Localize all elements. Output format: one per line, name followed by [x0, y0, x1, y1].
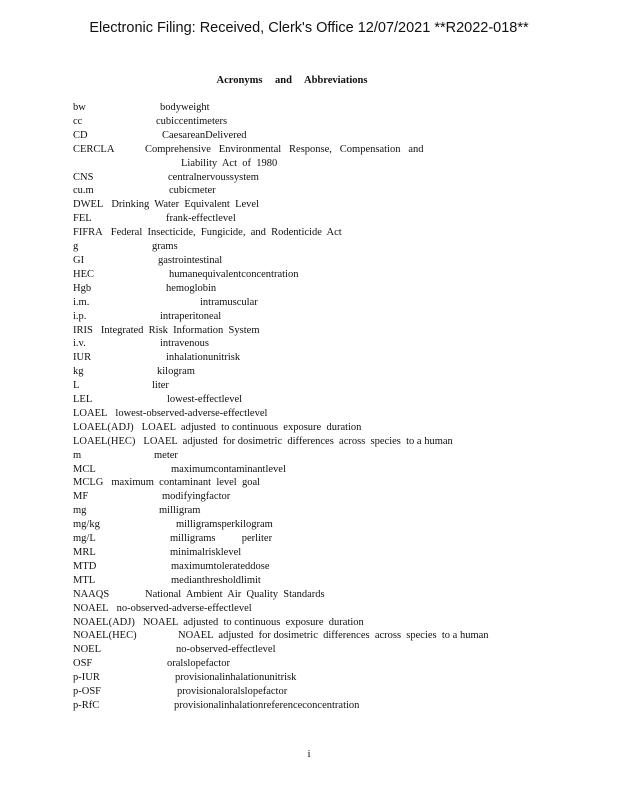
abbreviation-definition: NOAEL adjusted for dosimetric differences across species to a human — [178, 630, 489, 642]
abbreviation-entry — [73, 643, 593, 657]
abbreviation-term: cu.m — [73, 185, 94, 197]
abbreviation-definition: centralnervoussystem — [168, 171, 259, 183]
abbreviation-term: LOAEL — [73, 407, 108, 419]
abbreviation-definition: Integrated Risk Information System — [100, 324, 260, 336]
abbreviation-term: NOAEL(ADJ) — [73, 616, 135, 628]
abbreviation-term: MCLG — [73, 477, 104, 489]
abbreviation-definition: modifyingfactor — [162, 491, 231, 503]
abbreviation-entry — [73, 351, 593, 365]
abbreviation-entry — [73, 532, 593, 546]
abbreviation-entry — [73, 226, 593, 240]
abbreviation-definition: NOAEL adjusted to continuous exposure duration — [142, 616, 364, 628]
filing-header: Electronic Filing: Received, Clerk's Office 12/07/2021 **R2022-018** — [89, 20, 529, 36]
abbreviation-term: HEC — [73, 268, 94, 280]
abbreviation-term: mg/kg — [73, 519, 100, 531]
abbreviation-definition: LOAEL adjusted for dosimetric differences across species to a human — [143, 435, 453, 447]
abbreviation-term: MF — [73, 491, 89, 503]
abbreviation-definition: humanequivalentconcentration — [169, 268, 299, 280]
abbreviation-entry — [73, 560, 593, 574]
abbreviation-definition: intraperitoneal — [160, 310, 222, 322]
abbreviation-definition: provisionalinhalationunitrisk — [175, 672, 297, 684]
abbreviation-entry — [73, 101, 593, 115]
abbreviation-entry — [73, 337, 593, 351]
section-title: Acronyms and Abbreviations — [216, 75, 368, 86]
abbreviation-term: p-IUR — [73, 672, 100, 684]
abbreviation-entry — [73, 129, 593, 143]
abbreviation-definition: milligramsperkilogram — [176, 519, 273, 531]
abbreviation-term: GI — [73, 254, 85, 266]
abbreviation-entry — [73, 254, 593, 268]
abbreviation-term: LOAEL(ADJ) — [73, 421, 134, 433]
abbreviation-term: CERCLA — [73, 143, 115, 155]
abbreviation-term: FIFRA — [73, 227, 103, 239]
abbreviation-entry — [73, 699, 593, 713]
abbreviation-term: LOAEL(HEC) — [73, 435, 136, 447]
abbreviation-definition: intravenous — [160, 338, 209, 350]
abbreviation-entry — [73, 365, 593, 379]
abbreviation-definition: bodyweight — [160, 102, 210, 113]
abbreviation-term: DWEL — [73, 199, 104, 211]
abbreviation-term: Hgb — [73, 282, 92, 294]
abbreviation-definition: maximum contaminant level goal — [111, 477, 261, 489]
abbreviation-entry — [73, 463, 593, 477]
abbreviation-definition: medianthresholdlimit — [171, 574, 261, 586]
abbreviation-entry — [73, 268, 593, 282]
abbreviation-term: mg — [73, 505, 87, 517]
abbreviation-definition: oralslopefactor — [167, 658, 230, 670]
abbreviation-term: i.m. — [73, 296, 90, 308]
abbreviation-definition: intramuscular — [200, 296, 258, 308]
abbreviation-term: FEL — [73, 213, 92, 225]
abbreviation-entry — [73, 198, 593, 212]
abbreviation-entry — [73, 171, 593, 185]
abbreviation-entry — [73, 115, 593, 129]
abbreviation-entry — [73, 629, 593, 643]
abbreviation-entry — [73, 296, 593, 310]
abbreviation-entry — [73, 393, 593, 407]
abbreviation-entry — [73, 546, 593, 560]
abbreviation-definition: provisionaloralslopefactor — [177, 686, 288, 698]
abbreviation-entry — [73, 685, 593, 699]
abbreviation-entry — [73, 421, 593, 435]
abbreviation-entry — [73, 407, 593, 421]
abbreviation-term: mg/L — [73, 533, 96, 545]
abbreviation-term: i.v. — [73, 338, 86, 350]
abbreviation-entry — [73, 504, 593, 518]
abbreviation-definition: meter — [154, 449, 178, 461]
abbreviation-definition: kilogram — [157, 366, 195, 378]
abbreviation-term: i.p. — [73, 310, 87, 322]
abbreviation-entry — [73, 310, 593, 324]
abbreviation-definition: cubicmeter — [169, 185, 216, 197]
abbreviation-definition: frank-effectlevel — [166, 213, 236, 225]
abbreviation-entry — [73, 324, 593, 338]
page-number: i — [307, 748, 311, 760]
abbreviation-definition: gastrointestinal — [158, 254, 223, 266]
abbreviation-definition: no-observed-effectlevel — [176, 644, 276, 656]
abbreviation-term: CNS — [73, 171, 94, 183]
abbreviation-term: NOAEL — [73, 602, 109, 614]
abbreviation-term: cc — [73, 115, 83, 127]
abbreviation-definition-continued: Liability Act of 1980 — [181, 157, 278, 169]
abbreviation-term: m — [73, 449, 82, 461]
abbreviation-term: MTD — [73, 560, 97, 572]
abbreviation-definition: inhalationunitrisk — [166, 352, 241, 364]
abbreviation-entry — [73, 602, 593, 616]
abbreviation-list — [73, 101, 593, 713]
abbreviation-definition: Federal Insecticide, Fungicide, and Rodenticide Act — [110, 227, 342, 239]
abbreviation-entry — [73, 657, 593, 671]
abbreviation-entry — [73, 476, 593, 490]
abbreviation-entry — [73, 518, 593, 532]
abbreviation-term: g — [73, 241, 79, 253]
abbreviation-term: LEL — [73, 394, 93, 406]
abbreviation-term: NOAEL(HEC) — [73, 630, 137, 642]
abbreviation-term: p-RfC — [73, 699, 100, 711]
abbreviation-term: kg — [73, 366, 84, 378]
abbreviation-entry — [73, 574, 593, 588]
abbreviation-term: NAAQS — [73, 588, 110, 600]
abbreviation-definition: lowest-observed-adverse-effectlevel — [115, 407, 268, 419]
abbreviation-definition: hemoglobin — [166, 282, 217, 294]
abbreviation-entry — [73, 616, 593, 630]
abbreviation-definition: minimalrisklevel — [170, 547, 242, 558]
abbreviation-definition: LOAEL adjusted to continuous exposure duration — [141, 421, 362, 433]
abbreviation-entry — [73, 449, 593, 463]
abbreviation-definition: Comprehensive Environmental Response, Compensation and — [145, 143, 424, 155]
abbreviation-term: bw — [73, 102, 86, 113]
abbreviation-entry — [73, 143, 593, 157]
abbreviation-term: IUR — [73, 352, 92, 364]
abbreviation-definition: milligrams perliter — [170, 533, 273, 545]
abbreviation-term: OSF — [73, 658, 93, 670]
abbreviation-term: IRIS — [73, 324, 93, 336]
abbreviation-entry — [73, 282, 593, 296]
abbreviation-definition: National Ambient Air Quality Standards — [145, 588, 325, 600]
abbreviation-definition: lowest-effectlevel — [167, 394, 243, 406]
abbreviation-entry — [73, 435, 593, 449]
abbreviation-entry — [73, 588, 593, 602]
abbreviation-term: MCL — [73, 463, 96, 475]
abbreviation-term: MTL — [73, 574, 96, 586]
abbreviation-entry — [73, 240, 593, 254]
abbreviation-definition: no-observed-adverse-effectlevel — [116, 602, 252, 614]
abbreviation-term: p-OSF — [73, 686, 102, 698]
abbreviation-definition: CaesareanDelivered — [162, 129, 247, 141]
abbreviation-entry — [73, 379, 593, 393]
abbreviation-entry — [73, 212, 593, 226]
abbreviation-term: CD — [73, 129, 88, 141]
abbreviation-definition: maximumtolerateddose — [171, 560, 270, 572]
abbreviation-definition: milligram — [159, 505, 201, 517]
abbreviation-definition: maximumcontaminantlevel — [171, 463, 286, 475]
abbreviation-entry — [73, 184, 593, 198]
abbreviation-definition: liter — [152, 380, 169, 392]
abbreviation-definition: cubiccentimeters — [156, 115, 228, 127]
abbreviation-term: L — [73, 380, 80, 392]
abbreviation-entry — [73, 490, 593, 504]
abbreviation-definition: provisionalinhalationreferenceconcentration — [174, 699, 360, 711]
abbreviation-definition: grams — [152, 241, 178, 253]
abbreviation-term: MRL — [73, 547, 96, 558]
abbreviation-term: NOEL — [73, 644, 101, 656]
abbreviation-definition: Drinking Water Equivalent Level — [111, 199, 259, 211]
abbreviation-entry — [73, 671, 593, 685]
